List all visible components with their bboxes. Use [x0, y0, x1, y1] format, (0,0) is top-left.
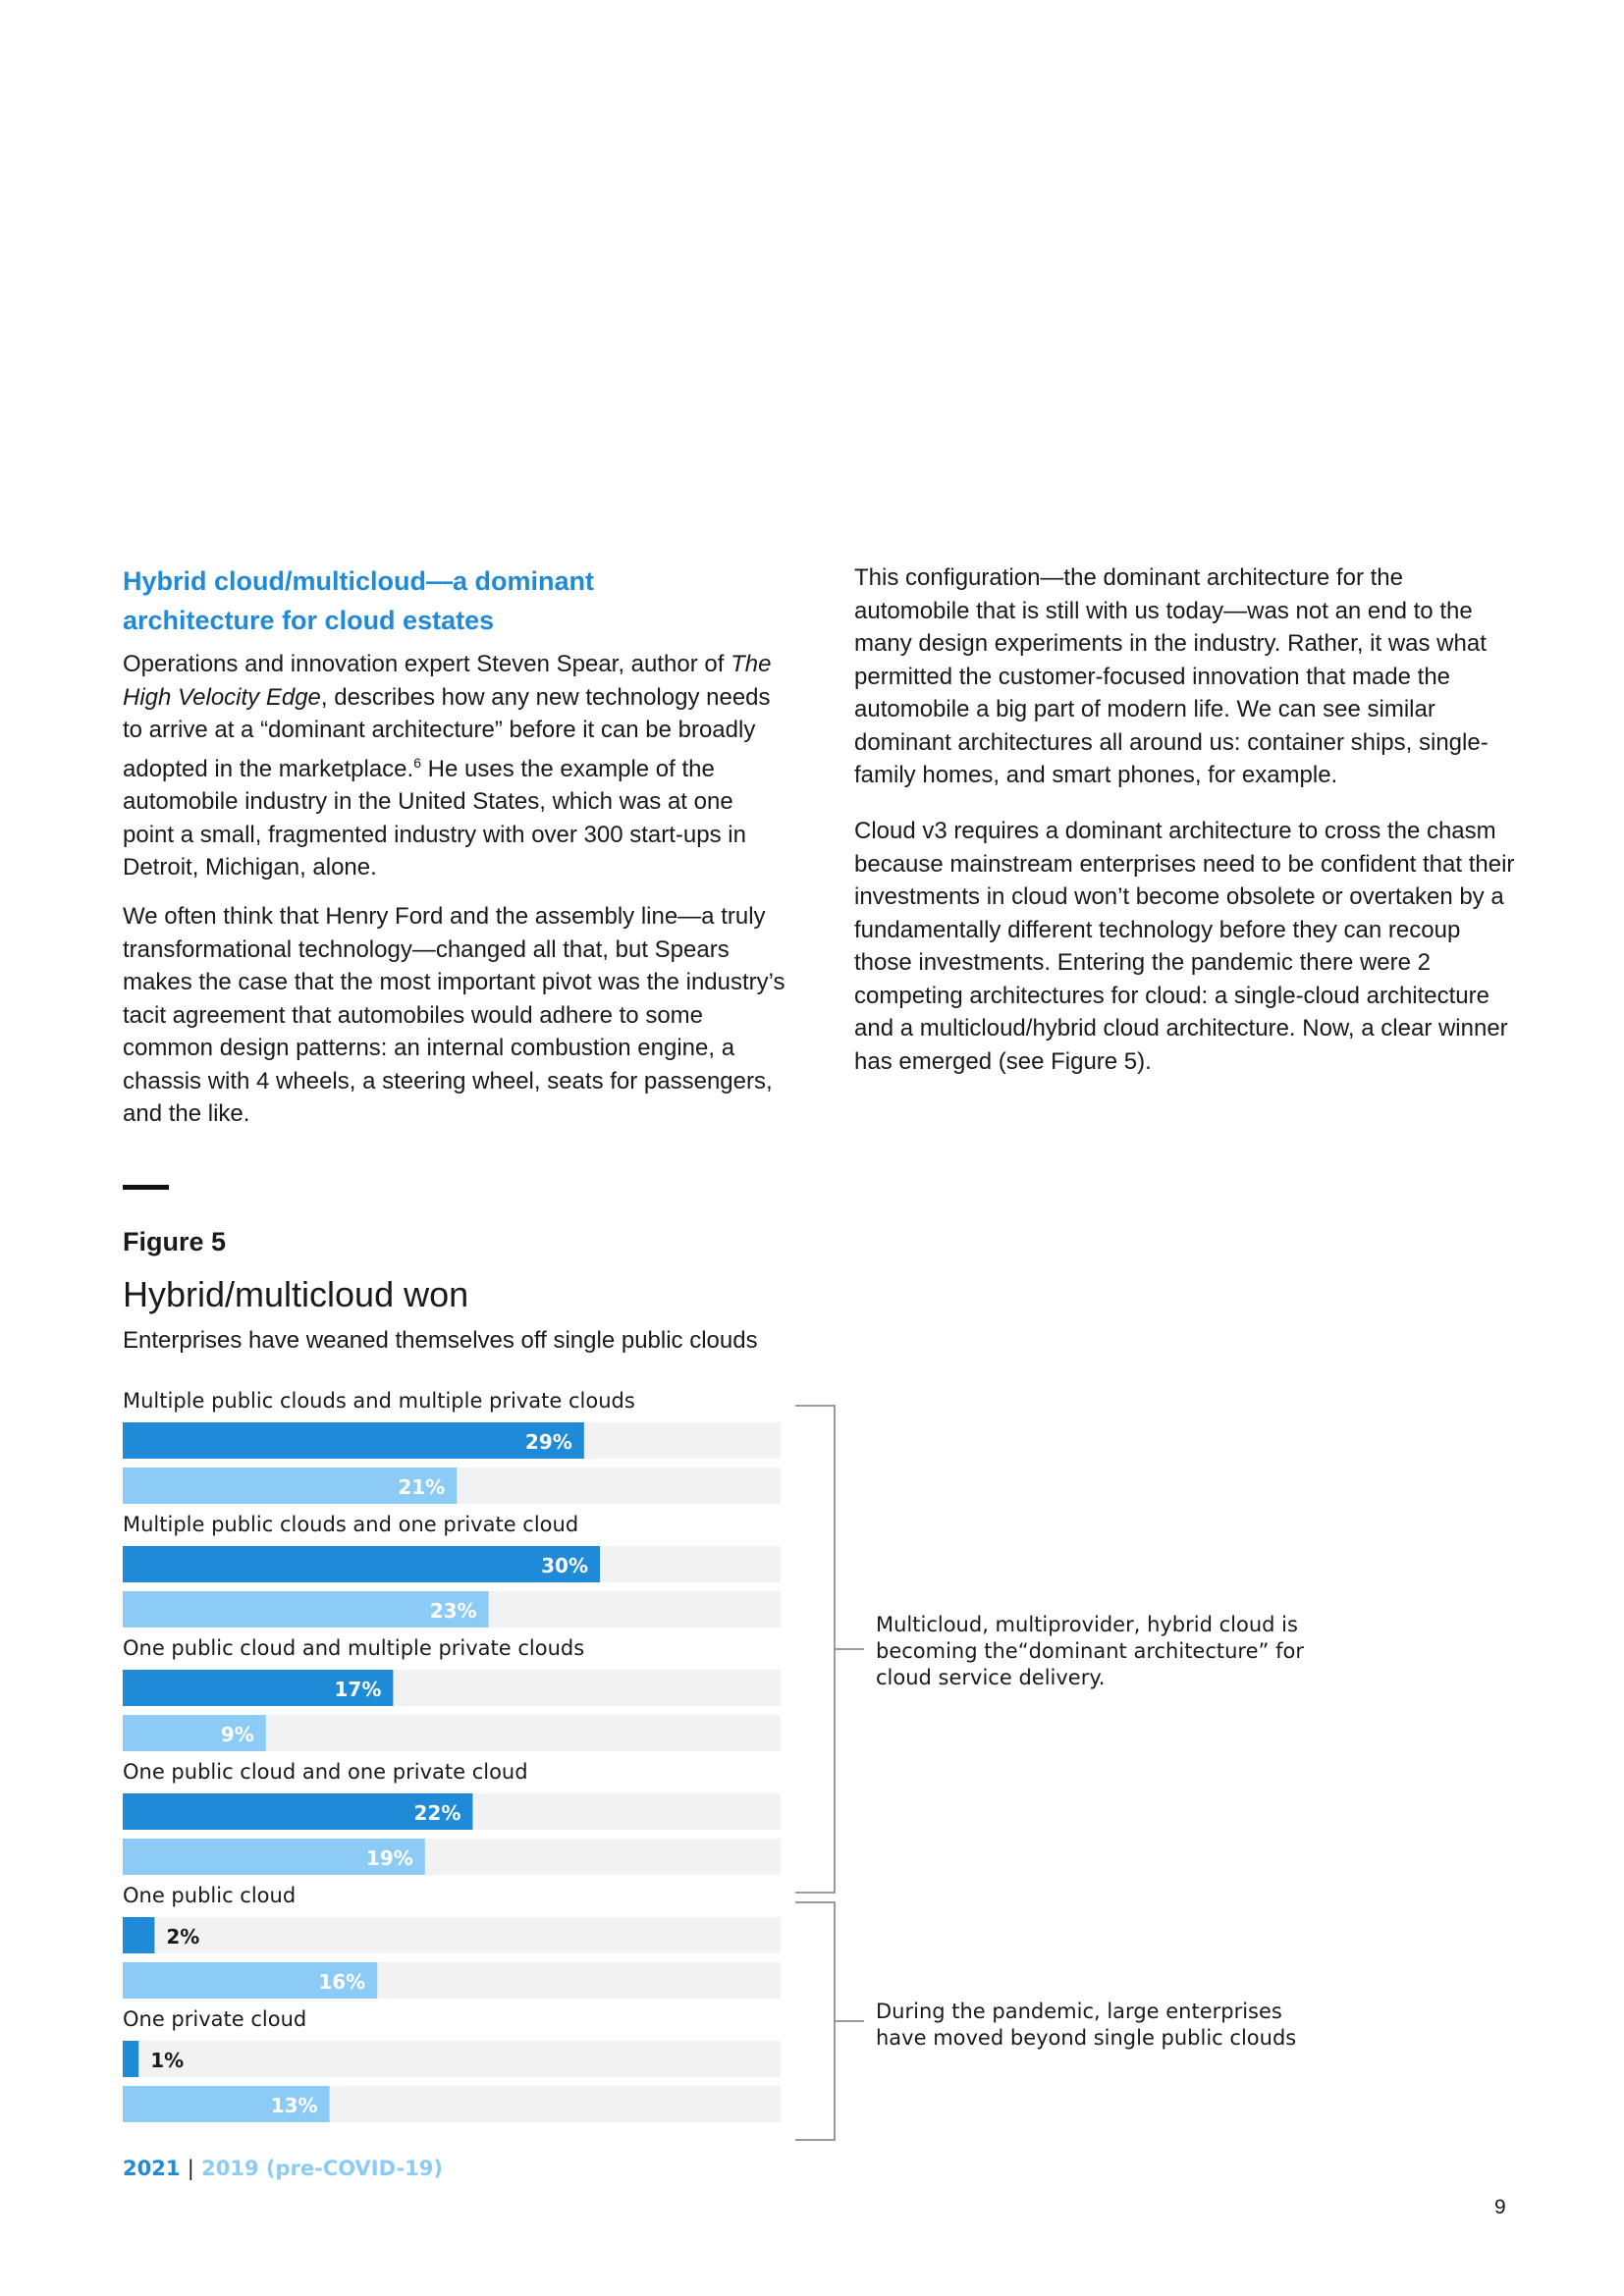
left-p1-part-b: , describes how any new technology needs to arrive at a “dominant architecture” before it can be broadly adopted in the marketplace.: [123, 683, 771, 782]
value-label: 23%: [429, 1599, 477, 1623]
category-label: Multiple public clouds and multiple private clouds: [123, 1389, 635, 1413]
left-p1-part-a: Operations and innovation expert Steven Spear, author of: [123, 651, 731, 677]
category-label: One public cloud and multiple private clouds: [123, 1636, 585, 1660]
chart-legend: [123, 2157, 443, 2180]
figure-title: Hybrid/multicloud won: [123, 1274, 469, 1314]
bracket-multicloud: [795, 1406, 835, 1893]
value-label: 21%: [398, 1475, 446, 1499]
figure-subtitle: Enterprises have weaned themselves off single public clouds: [123, 1327, 758, 1354]
category-label: One public cloud: [123, 1884, 297, 1907]
value-label: 30%: [541, 1554, 588, 1577]
left-paragraph-2: We often think that Henry Ford and the assembly line—a truly transformational technology—changed all that, but Spears makes the case that the most important pivot was the industry’s tacit agreement that automobiles would adhere to some common design patterns: an internal combustion engine, a chassis with 4 wheels, a steering wheel, seats for passengers, and the like.: [123, 903, 785, 1127]
value-label: 9%: [220, 1723, 254, 1746]
bar-2021: [123, 1422, 584, 1459]
left-p1-part-c: He uses the example of the automobile industry in the United States, which was at one point a small, fragmented industry with over 300 start-ups in Detroit, Michigan, alone.: [123, 755, 746, 881]
annotation-pandemic: During the pandemic, large enterprises have moved beyond single public clouds: [876, 2000, 1297, 2050]
value-label: 17%: [334, 1678, 382, 1701]
value-label: 16%: [318, 1970, 366, 1994]
legend-separator: |: [187, 2157, 194, 2180]
value-label: 29%: [524, 1430, 572, 1454]
right-paragraph-1: This configuration—the dominant architecture for the automobile that is still with us today—was not an end to the many design experiments in the industry. Rather, it was what permitted the customer-focused innovation that made the automobile a big part of modern life. We can see similar dominant architectures all around us: container ships, single-family homes, and smart phones, for example.: [854, 564, 1489, 788]
value-label: 19%: [365, 1846, 413, 1870]
value-label: 1%: [150, 2049, 185, 2072]
legend-2021: 2021: [123, 2157, 181, 2180]
value-label: 22%: [413, 1801, 461, 1825]
value-label: 13%: [270, 2094, 318, 2117]
value-label: 2%: [166, 1925, 200, 1949]
page-number: 9: [1494, 2196, 1506, 2218]
category-label: One public cloud and one private cloud: [123, 1760, 528, 1784]
bar-2021: [123, 1546, 600, 1582]
book-title: The High Velocity Edge: [123, 651, 772, 711]
bar-2021: [123, 1917, 154, 1953]
footnote-marker: 6: [413, 754, 421, 771]
legend-2019: 2019 (pre-COVID-19): [201, 2157, 443, 2180]
section-heading: Hybrid cloud/multicloud—a dominant architecture for cloud estates: [123, 566, 595, 635]
bar-track: [123, 1917, 781, 1953]
category-label: One private cloud: [123, 2007, 307, 2031]
bar-2021: [123, 2041, 138, 2077]
bar-track: [123, 2041, 781, 2077]
figure-label: Figure 5: [123, 1227, 227, 1256]
category-label: Multiple public clouds and one private cloud: [123, 1513, 579, 1536]
bracket-single-cloud: [795, 1902, 835, 2140]
annotation-dominant-architecture: Multicloud, multiprovider, hybrid cloud is becoming the“dominant architecture” for cloud service delivery.: [876, 1613, 1304, 1689]
right-paragraph-2: Cloud v3 requires a dominant architecture to cross the chasm because mainstream enterprises need to be confident that their investments in cloud won’t become obsolete or overtaken by a fundamentally different technology before they can recoup those investments. Entering the pandemic there were 2 competing architectures for cloud: a single-cloud architecture and a multicloud/hybrid cloud architecture. Now, a clear winner has emerged (see Figure 5).: [854, 818, 1515, 1075]
